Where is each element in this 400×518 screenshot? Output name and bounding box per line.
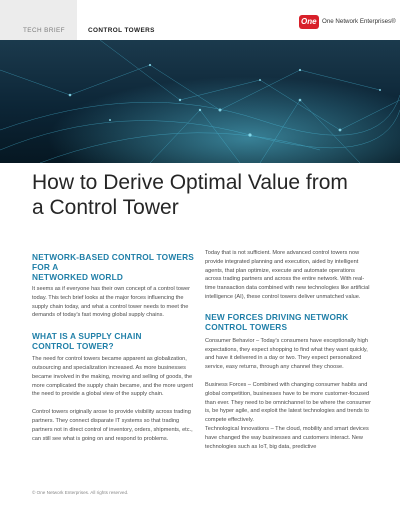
- copyright-footer: © One Network Enterprises. All rights reserved.: [32, 490, 129, 495]
- right-column: [205, 249, 372, 451]
- logo-badge-text: One: [301, 17, 317, 26]
- network-globe-graphic: [0, 40, 400, 163]
- logo-text: One Network Enterprises®: [322, 18, 396, 25]
- title-line-1: How to Derive Optimal Value from: [32, 171, 348, 194]
- left-column: [32, 252, 199, 443]
- origin-paragraph: Control towers originally arose to provide visibility across trading partners. They connect disparate IT systems so that trading partners not in direct control of inventory, orders, shipments, etc., can still see what is going on and respond to problems.: [32, 409, 193, 442]
- page-title: [32, 170, 372, 220]
- section-heading-networked-world: [32, 252, 199, 282]
- intro-paragraph: It seems as if everyone has their own concept of a control tower today. This tech brief looks at the major forces influencing the supply chain today, and what a control tower needs to meet the demands of today's fast moving global supply chains.: [32, 286, 190, 319]
- heading-line: CONTROL TOWERS: [205, 321, 288, 332]
- technology-paragraph: Technological Innovations – The cloud, mobility and smart devices have changed the way businesses and customers interact. New technologies such as IoT, big data, predictive: [205, 425, 369, 450]
- section-heading-what-is: [32, 331, 199, 351]
- tech-brief-tab: [0, 0, 77, 40]
- heading-line: WHAT IS A SUPPLY CHAIN: [32, 331, 142, 342]
- heading-line: NETWORK-BASED CONTROL TOWERS FOR A: [32, 252, 195, 272]
- title-line-2: a Control Tower: [32, 196, 179, 219]
- company-logo: [299, 15, 395, 29]
- heading-line: NETWORKED WORLD: [32, 272, 124, 282]
- logo-badge: [299, 15, 319, 29]
- business-paragraph: Business Forces – Combined with changing consumer habits and global competition, businesses have to be more customer-focused than ever. They need to be omnichannel to be where the consumer is, be hyper agile, and exploit the latest technologies and trends to compete effectively.: [205, 381, 371, 424]
- header-bar: [0, 0, 400, 40]
- tech-brief-label: TECH BRIEF: [23, 27, 65, 34]
- section-heading-new-forces: [205, 312, 372, 332]
- need-paragraph: The need for control towers became apparent as globalization, outsourcing and specialization increased. As more businesses became involved in the making, moving and selling of goods, the more complicated the supply chain became, and the more urgent the need to provide a global view of the supply chain.: [32, 356, 194, 398]
- heading-line: NEW FORCES DRIVING NETWORK: [205, 311, 349, 322]
- hero-network-image: [0, 40, 400, 163]
- today-paragraph: Today that is not sufficient. More advanced control towers now provide integrated planning and execution, aided by intelligent agents, that plan optimize, execute and automate operations across trading partners and across the entire network. With real-time transaction data combined with new technologies like artificial intelligence (AI), these control towers deliver unmatched value.: [205, 250, 370, 300]
- control-towers-label: CONTROL TOWERS: [88, 27, 155, 34]
- consumer-paragraph: Consumer Behavior – Today's consumers have exceptionally high expectations, they expect shopping to find what they want quickly, and have it delivered in a day or two. They expect personalized service, easy returns, through any channel they choose.: [205, 337, 368, 371]
- heading-line: CONTROL TOWER?: [32, 341, 114, 352]
